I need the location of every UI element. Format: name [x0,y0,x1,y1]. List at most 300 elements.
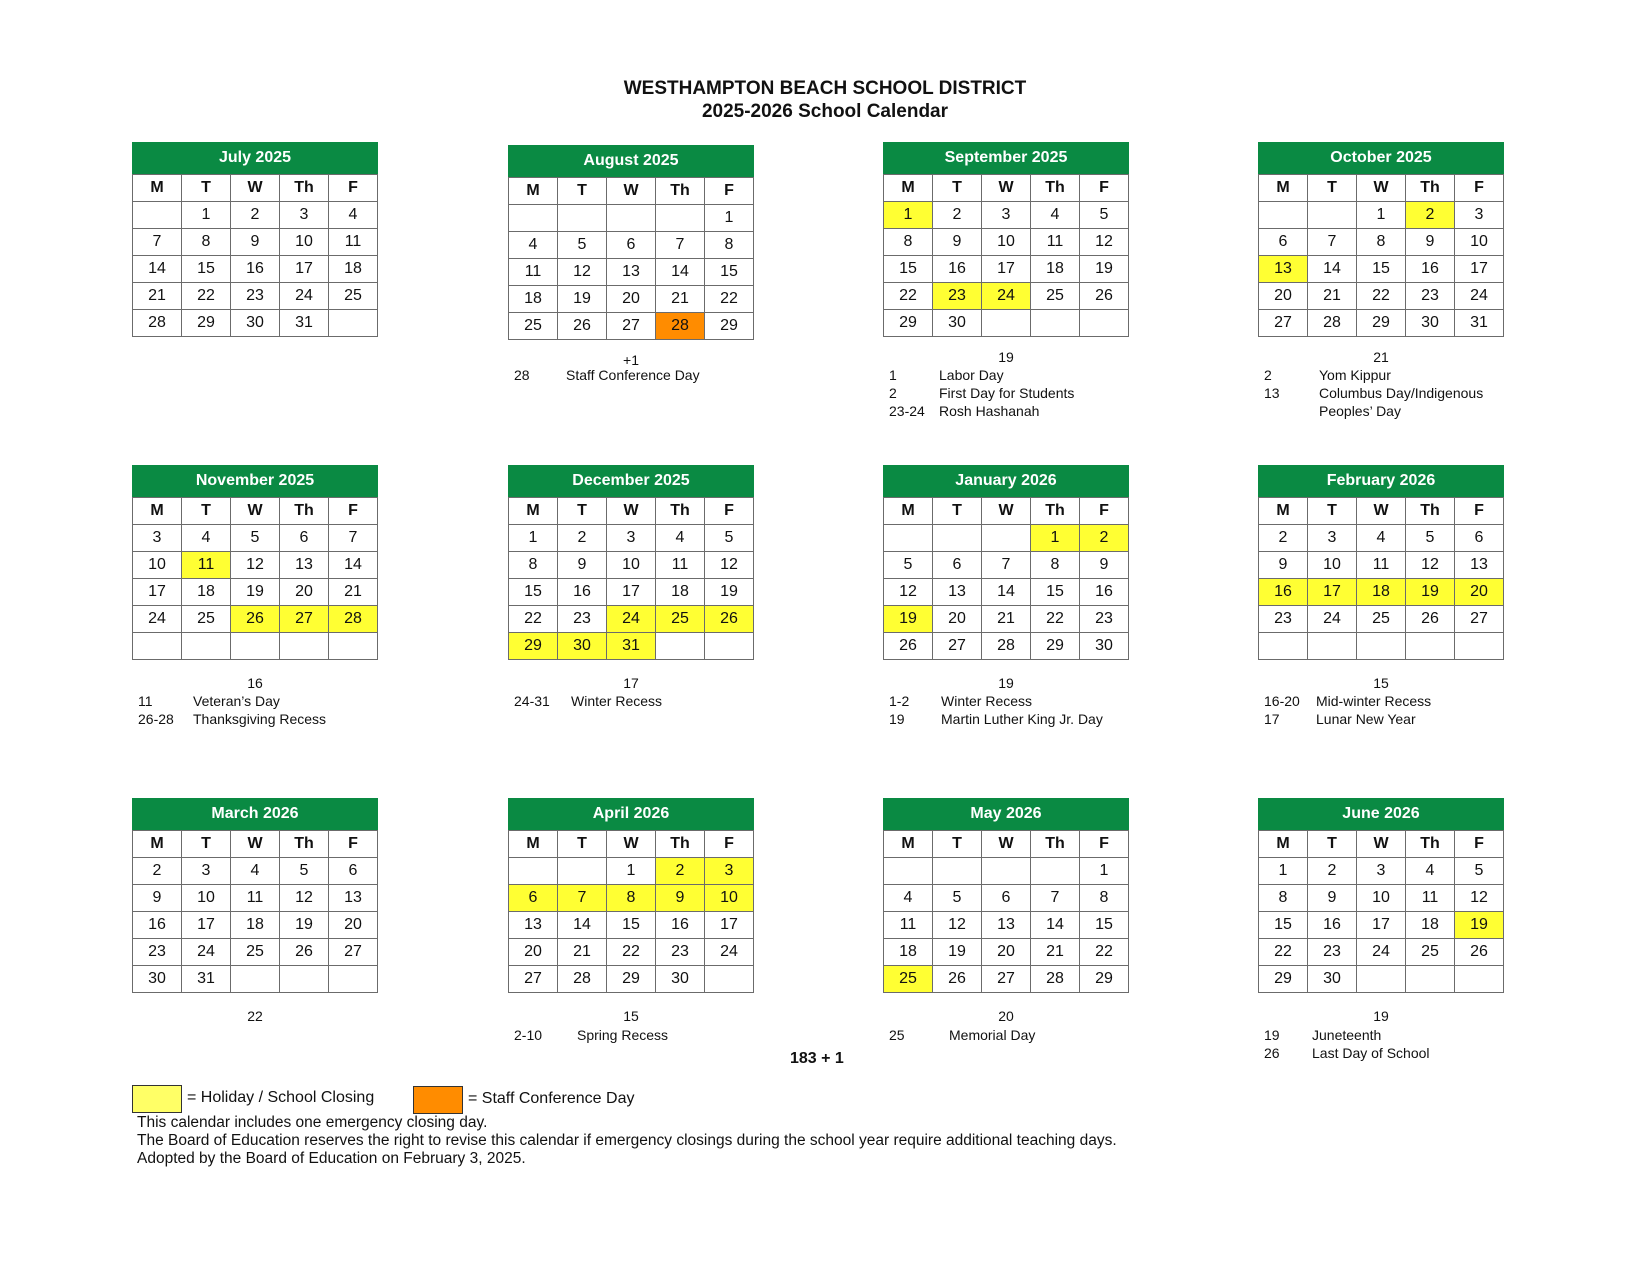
day-cell: 31 [1455,310,1504,337]
day-cell: 9 [1406,229,1455,256]
note-date: 26 [1264,1045,1280,1061]
day-cell: 2 [231,202,280,229]
day-cell: 10 [607,552,656,579]
weekday-header: M [1259,175,1308,202]
month-calendar [883,798,1129,993]
day-cell [1357,966,1406,993]
note-item [514,1026,668,1044]
day-cell: 28 [558,966,607,993]
day-cell: 27 [1455,606,1504,633]
day-cell: 22 [1080,939,1129,966]
day-cell: 16 [1308,912,1357,939]
weekday-header: F [705,831,754,858]
day-cell: 24 [982,283,1031,310]
day-cell [705,633,754,660]
note-item [514,692,662,710]
day-cell: 13 [1455,552,1504,579]
day-cell [1357,633,1406,660]
day-cell: 18 [182,579,231,606]
day-cell: 26 [1455,939,1504,966]
day-cell: 1 [1031,525,1080,552]
day-cell [607,205,656,232]
day-cell: 9 [656,885,705,912]
week-row [509,286,754,313]
day-cell: 8 [1031,552,1080,579]
day-cell: 12 [558,259,607,286]
week-row [133,229,378,256]
note-text: Last Day of School [1312,1045,1430,1061]
day-cell: 9 [1308,885,1357,912]
week-row [1259,912,1504,939]
day-cell: 22 [884,283,933,310]
day-cell: 6 [1259,229,1308,256]
weekday-header: W [982,498,1031,525]
day-cell: 8 [1080,885,1129,912]
day-cell: 29 [509,633,558,660]
day-cell: 29 [1259,966,1308,993]
staff-legend-swatch [413,1086,463,1114]
month-header: September 2025 [883,142,1129,174]
week-row [509,939,754,966]
day-cell: 22 [1259,939,1308,966]
day-cell: 13 [280,552,329,579]
day-cell [280,966,329,993]
day-cell: 10 [133,552,182,579]
day-cell: 1 [182,202,231,229]
day-cell: 13 [1259,256,1308,283]
day-cell: 27 [280,606,329,633]
day-cell: 12 [231,552,280,579]
note-date: 1-2 [889,693,910,709]
day-cell [329,966,378,993]
month-calendar [132,142,378,337]
week-row [509,313,754,340]
day-cell: 25 [509,313,558,340]
day-cell: 10 [1357,885,1406,912]
day-cell: 3 [1308,525,1357,552]
week-row [509,606,754,633]
day-cell [182,633,231,660]
day-cell: 13 [933,579,982,606]
day-cell: 4 [1406,858,1455,885]
day-cell: 1 [705,205,754,232]
day-cell: 1 [884,202,933,229]
footer-notes [137,1114,1117,1168]
week-row [884,912,1129,939]
day-cell: 2 [933,202,982,229]
day-cell: 11 [509,259,558,286]
day-cell: 26 [705,606,754,633]
weekday-header: Th [1031,498,1080,525]
day-cell: 17 [133,579,182,606]
weekday-header: T [558,178,607,205]
day-cell: 17 [280,256,329,283]
week-row [133,202,378,229]
week-row [133,858,378,885]
note-date: 25 [889,1027,905,1043]
month-calendar [508,145,754,340]
day-cell: 1 [1259,858,1308,885]
day-cell: 31 [182,966,231,993]
day-cell: 1 [1357,202,1406,229]
day-cell: 28 [656,313,705,340]
school-day-count: 21 [1373,349,1389,365]
weekday-header: W [982,831,1031,858]
day-cell: 6 [280,525,329,552]
day-cell: 14 [329,552,378,579]
day-cell: 1 [1080,858,1129,885]
day-cell: 9 [133,885,182,912]
weekday-header: F [1080,498,1129,525]
month-header: March 2026 [132,798,378,830]
day-cell: 8 [1357,229,1406,256]
month-notes [138,692,326,728]
note-text: Spring Recess [577,1027,669,1043]
footer-line: Adopted by the Board of Education on February 3, 2025. [137,1150,526,1167]
note-date: 28 [514,367,530,383]
note-text: Yom Kippur [1319,367,1391,383]
note-text: Winter Recess [941,693,1033,709]
day-cell: 3 [133,525,182,552]
day-cell: 2 [656,858,705,885]
day-cell: 8 [607,885,656,912]
day-cell: 30 [656,966,705,993]
day-cell: 16 [656,912,705,939]
day-cell: 18 [656,579,705,606]
week-row [133,283,378,310]
weekday-header: F [1080,831,1129,858]
day-cell: 14 [558,912,607,939]
day-cell: 8 [182,229,231,256]
day-cell: 17 [705,912,754,939]
weekday-header: Th [1031,175,1080,202]
week-row [133,966,378,993]
day-cell: 6 [982,885,1031,912]
month-calendar [883,142,1129,337]
day-cell: 21 [1308,283,1357,310]
day-cell: 10 [182,885,231,912]
day-cell: 7 [133,229,182,256]
weekday-header: M [884,831,933,858]
day-cell [558,858,607,885]
weekday-header: M [133,175,182,202]
day-cell: 8 [705,232,754,259]
week-row [509,579,754,606]
day-cell: 17 [1455,256,1504,283]
day-cell: 18 [231,912,280,939]
day-cell: 14 [1031,912,1080,939]
note-item [889,402,1074,420]
day-cell: 30 [1406,310,1455,337]
day-cell [1308,633,1357,660]
weekday-header: Th [280,175,329,202]
school-day-count: 20 [998,1008,1014,1024]
day-cell: 5 [231,525,280,552]
week-row [133,912,378,939]
week-row [884,858,1129,885]
day-cell: 2 [133,858,182,885]
day-cell: 29 [1080,966,1129,993]
day-cell: 19 [1455,912,1504,939]
holiday-legend-swatch [132,1085,182,1113]
day-cell: 29 [705,313,754,340]
day-cell [933,858,982,885]
note-item [1264,692,1431,710]
weekday-header: T [558,498,607,525]
day-cell: 17 [982,256,1031,283]
week-row [884,606,1129,633]
weekday-header: Th [1406,175,1455,202]
month-notes [1264,1026,1430,1062]
week-row [133,525,378,552]
day-cell [1308,202,1357,229]
day-cell: 6 [607,232,656,259]
day-cell: 1 [607,858,656,885]
day-cell: 14 [982,579,1031,606]
day-cell: 22 [509,606,558,633]
day-cell: 10 [280,229,329,256]
day-cell: 18 [1357,579,1406,606]
day-cell: 18 [329,256,378,283]
week-row [133,606,378,633]
month-table [132,830,378,993]
day-cell: 19 [933,939,982,966]
note-date: 1 [889,367,897,383]
day-cell: 2 [1259,525,1308,552]
day-cell [884,525,933,552]
week-row [1259,283,1504,310]
day-cell: 28 [1031,966,1080,993]
month-calendar [132,465,378,660]
note-item [1264,366,1483,384]
week-row [1259,966,1504,993]
day-cell: 8 [1259,885,1308,912]
month-calendar [1258,798,1504,993]
note-item [889,692,1103,710]
month-table [883,174,1129,337]
day-cell: 11 [329,229,378,256]
school-day-count: +1 [623,352,639,368]
day-cell: 15 [182,256,231,283]
note-item [138,692,326,710]
day-cell: 2 [1080,525,1129,552]
day-cell: 23 [133,939,182,966]
day-cell: 13 [982,912,1031,939]
day-cell: 24 [1357,939,1406,966]
note-text: Rosh Hashanah [939,403,1040,419]
month-notes [514,1026,668,1044]
note-item [889,710,1103,728]
day-cell [933,525,982,552]
day-cell: 27 [1259,310,1308,337]
note-item [1264,710,1431,728]
school-day-count: 15 [623,1008,639,1024]
day-cell: 27 [982,966,1031,993]
week-row [884,525,1129,552]
day-cell: 5 [1455,858,1504,885]
day-cell [231,633,280,660]
day-cell [509,858,558,885]
weekday-header: T [933,175,982,202]
month-calendar [1258,465,1504,660]
weekday-header: M [133,831,182,858]
week-row [884,633,1129,660]
week-row [509,232,754,259]
day-cell: 5 [280,858,329,885]
month-table [508,830,754,993]
weekday-header: T [933,831,982,858]
day-cell [1031,858,1080,885]
week-row [509,205,754,232]
day-cell: 4 [231,858,280,885]
day-cell: 9 [1080,552,1129,579]
week-row [1259,858,1504,885]
school-day-count: 19 [998,349,1014,365]
day-cell: 3 [607,525,656,552]
week-row [884,229,1129,256]
day-cell [982,310,1031,337]
day-cell: 17 [182,912,231,939]
weekday-header: Th [280,831,329,858]
week-row [1259,606,1504,633]
day-cell: 6 [933,552,982,579]
weekday-header: M [884,498,933,525]
month-table [508,497,754,660]
day-cell [1455,966,1504,993]
day-cell [1080,310,1129,337]
day-cell [982,858,1031,885]
weekday-header: W [1357,175,1406,202]
day-cell: 4 [656,525,705,552]
staff-legend-label: = Staff Conference Day [468,1090,635,1107]
weekday-header: M [509,178,558,205]
day-cell: 15 [884,256,933,283]
note-item [889,1026,1035,1044]
week-row [1259,552,1504,579]
day-cell: 25 [1031,283,1080,310]
day-cell: 7 [1031,885,1080,912]
day-cell: 24 [705,939,754,966]
note-date [1264,402,1319,420]
day-cell: 30 [1080,633,1129,660]
day-cell [1259,202,1308,229]
day-cell: 23 [1406,283,1455,310]
week-row [509,912,754,939]
day-cell: 26 [933,966,982,993]
day-cell: 5 [558,232,607,259]
week-row [509,259,754,286]
weekday-header: M [1259,831,1308,858]
day-cell: 11 [182,552,231,579]
day-cell: 10 [705,885,754,912]
day-cell: 24 [607,606,656,633]
note-date: 13 [1264,385,1280,401]
day-cell: 9 [231,229,280,256]
month-table [883,497,1129,660]
month-header: February 2026 [1258,465,1504,497]
weekday-header: F [329,175,378,202]
day-cell: 3 [280,202,329,229]
day-cell: 6 [509,885,558,912]
week-row [509,633,754,660]
month-notes [889,692,1103,728]
day-cell: 12 [884,579,933,606]
month-header: August 2025 [508,145,754,177]
day-cell: 2 [558,525,607,552]
day-cell: 15 [607,912,656,939]
note-item [1264,384,1483,402]
week-row [509,885,754,912]
day-cell: 15 [509,579,558,606]
day-cell: 5 [884,552,933,579]
note-text: Memorial Day [949,1027,1036,1043]
day-cell: 12 [705,552,754,579]
day-cell: 7 [329,525,378,552]
weekday-header: T [182,175,231,202]
day-cell: 30 [933,310,982,337]
day-cell [509,205,558,232]
month-header: November 2025 [132,465,378,497]
weekday-header: W [231,831,280,858]
day-cell: 20 [509,939,558,966]
day-cell: 23 [231,283,280,310]
day-cell: 1 [509,525,558,552]
day-cell [1259,633,1308,660]
school-day-count: 19 [998,675,1014,691]
day-cell: 27 [329,939,378,966]
day-cell: 20 [329,912,378,939]
week-row [1259,256,1504,283]
weekday-header: Th [280,498,329,525]
footer-line: This calendar includes one emergency closing day. [137,1114,488,1131]
day-cell: 9 [558,552,607,579]
note-date: 19 [1264,1027,1280,1043]
month-calendar [132,798,378,993]
note-text: Winter Recess [571,693,663,709]
day-cell: 21 [329,579,378,606]
day-cell [133,633,182,660]
day-cell: 14 [133,256,182,283]
day-cell: 24 [1455,283,1504,310]
note-item [1264,402,1483,420]
day-cell: 15 [1259,912,1308,939]
day-cell: 25 [231,939,280,966]
day-cell: 10 [1455,229,1504,256]
week-row [133,633,378,660]
day-cell: 16 [231,256,280,283]
day-cell: 25 [656,606,705,633]
week-row [884,283,1129,310]
note-text: Staff Conference Day [566,367,700,383]
day-cell: 23 [1259,606,1308,633]
note-text: Peoples’ Day [1319,403,1401,419]
note-item [1264,1044,1430,1062]
day-cell: 21 [1031,939,1080,966]
day-cell: 16 [1259,579,1308,606]
day-cell [558,205,607,232]
week-row [1259,525,1504,552]
day-cell: 19 [705,579,754,606]
day-cell: 29 [1031,633,1080,660]
note-date: 2 [1264,367,1272,383]
day-cell: 24 [1308,606,1357,633]
note-item [138,710,326,728]
day-cell: 30 [558,633,607,660]
day-cell: 5 [1406,525,1455,552]
weekday-header: W [607,498,656,525]
day-cell: 10 [982,229,1031,256]
day-cell: 19 [1406,579,1455,606]
